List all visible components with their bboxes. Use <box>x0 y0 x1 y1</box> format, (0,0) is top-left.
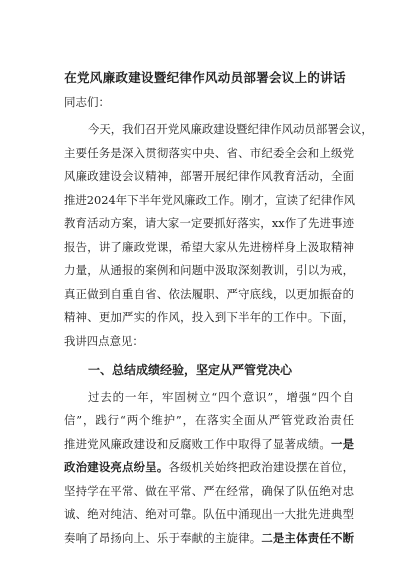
paragraph-line: 力量，从通报的案例和问题中汲取深刻教训，引以为戒， <box>64 263 354 277</box>
paragraph-line: 过去的一年，牢固树立“四个意识”，增强“四个自 <box>88 390 354 404</box>
paragraph-line: 精神、更加严实的作风，投入到下半年的工作中。下面， <box>64 310 354 324</box>
paragraph-line: 坚持学在平常、做在平常、严在经常，确保了队伍绝对忠 <box>64 484 354 498</box>
paragraph-line: 教育活动方案，请大家一定要抓好落实，xx作了先进事迹 <box>64 216 354 230</box>
bold-point-label: 二是主体责任不断 <box>261 531 354 545</box>
paragraph-line: 风廉政建设会议精神，部署开展纪律作风教育活动，全面 <box>64 169 354 183</box>
salutation: 同志们： <box>64 95 110 109</box>
paragraph-line: 我讲四点意见： <box>64 334 144 348</box>
paragraph-line: 推进2024年下半年党风廉政工作。刚才，宣读了纪律作风 <box>64 193 355 207</box>
paragraph-text: 各级机关始终把政治建设摆在首位， <box>168 460 354 474</box>
paragraph-line: 信”，践行“两个维护”，在落实全面从严管党政治责任 <box>64 413 354 427</box>
paragraph-text: 奏响了昂扬向上、乐于奉献的主旋律。 <box>64 531 262 545</box>
bold-point-title: 政治建设亮点纷呈。 <box>64 460 169 474</box>
paragraph-line: 今天，我们召开党风廉政建设暨纪律作风动员部署会议， <box>88 122 373 136</box>
document-title: 在党风廉政建设暨纪律作风动员部署会议上的讲话 <box>64 70 346 85</box>
section-heading: 一、总结成绩经验，坚定从严管党决心 <box>88 363 293 377</box>
paragraph-line: 真正做到自重自省、依法履职、严守底线，以更加振奋的 <box>64 287 354 301</box>
paragraph-line: 诚、绝对纯洁、绝对可靠。队伍中涌现出一大批先进典型 <box>64 507 354 521</box>
paragraph-line <box>64 460 354 474</box>
paragraph-text: 推进党风廉政建设和反腐败工作中取得了显著成绩。 <box>64 437 331 451</box>
paragraph-line: 报告，讲了廉政党课，希望大家从先进榜样身上汲取精神 <box>64 240 354 254</box>
bold-point-label: 一是 <box>330 437 354 451</box>
paragraph-line <box>64 437 354 451</box>
paragraph-line <box>64 531 354 545</box>
paragraph-line: 主要任务是深入贯彻落实中央、省、市纪委全会和上级党 <box>64 146 354 160</box>
